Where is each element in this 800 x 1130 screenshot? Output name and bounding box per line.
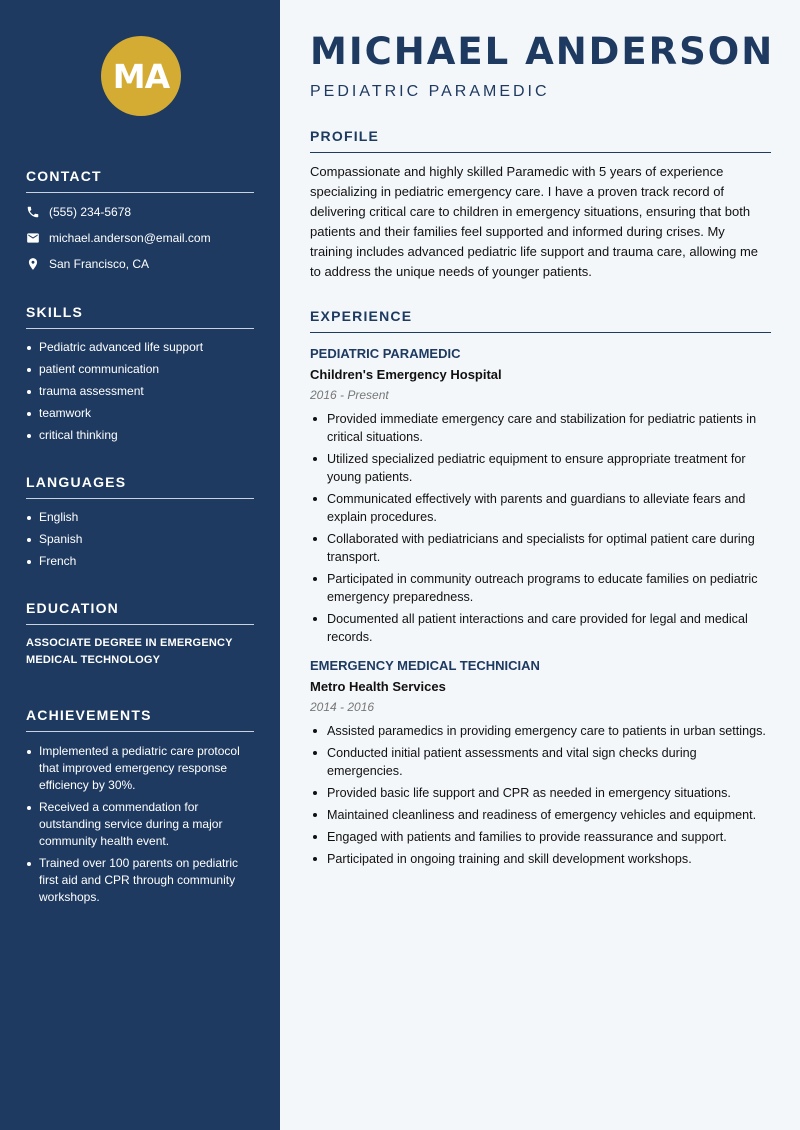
contact-section [26, 168, 254, 277]
languages-section [26, 474, 254, 575]
skill-item: trauma assessment [26, 383, 254, 400]
job-role: EMERGENCY MEDICAL TECHNICIAN [310, 658, 540, 673]
location-pin-icon [26, 257, 40, 271]
job-bullets [310, 410, 771, 646]
education-degree: ASSOCIATE DEGREE IN EMERGENCY MEDICAL TECHNOLOGY [26, 637, 233, 666]
job-company: Metro Health Services [310, 679, 446, 694]
languages-list [26, 509, 254, 570]
skills-list [26, 339, 254, 444]
profile-heading: PROFILE [310, 128, 771, 153]
achievement-item: Trained over 100 parents on pediatric first aid and CPR through community workshops. [26, 855, 254, 906]
job-entry [310, 346, 771, 646]
job-dates: 2016 - Present [310, 388, 389, 402]
job-bullet: Participated in community outreach programs to educate families on pediatric emergency preparedness. [310, 570, 771, 606]
language-item: Spanish [26, 531, 254, 548]
languages-heading: LANGUAGES [26, 474, 254, 499]
job-bullet: Participated in ongoing training and skill development workshops. [310, 850, 771, 868]
job-company: Children's Emergency Hospital [310, 367, 502, 382]
job-bullets [310, 722, 771, 868]
education-heading: EDUCATION [26, 600, 254, 625]
skill-item: Pediatric advanced life support [26, 339, 254, 356]
skills-heading: SKILLS [26, 304, 254, 329]
experience-heading: EXPERIENCE [310, 308, 771, 333]
skills-section [26, 304, 254, 449]
phone-icon [26, 205, 40, 219]
achievements-list [26, 743, 254, 906]
achievement-item: Received a commendation for outstanding service during a major community health event. [26, 799, 254, 850]
job-bullet: Provided immediate emergency care and stabilization for pediatric patients in critical situations. [310, 410, 771, 446]
sidebar [0, 0, 280, 1130]
contact-email [26, 225, 254, 251]
profile-section [310, 128, 771, 282]
job-bullet: Conducted initial patient assessments and vital sign checks during emergencies. [310, 744, 771, 780]
skill-item: critical thinking [26, 427, 254, 444]
avatar-initials: MA [112, 56, 170, 96]
job-bullet: Maintained cleanliness and readiness of emergency vehicles and equipment. [310, 806, 771, 824]
job-bullet: Communicated effectively with parents and guardians to alleviate fears and explain procedures. [310, 490, 771, 526]
contact-phone [26, 199, 254, 225]
phone-text: (555) 234-5678 [49, 205, 132, 219]
contact-heading: CONTACT [26, 168, 254, 193]
job-bullet: Collaborated with pediatricians and specialists for optimal patient care during transport. [310, 530, 771, 566]
achievement-item: Implemented a pediatric care protocol that improved emergency response efficiency by 30%. [26, 743, 254, 794]
candidate-name: MICHAEL ANDERSON [310, 30, 775, 73]
job-bullet: Assisted paramedics in providing emergency care to patients in urban settings. [310, 722, 771, 740]
avatar [101, 36, 181, 116]
achievements-section [26, 707, 254, 911]
achievements-heading: ACHIEVEMENTS [26, 707, 254, 732]
job-dates: 2014 - 2016 [310, 700, 375, 714]
contact-location [26, 251, 254, 277]
job-entry [310, 658, 771, 868]
experience-section [310, 308, 771, 872]
skill-item: teamwork [26, 405, 254, 422]
language-item: English [26, 509, 254, 526]
location-text: San Francisco, CA [49, 257, 150, 271]
email-icon [26, 231, 40, 245]
job-bullet: Documented all patient interactions and care provided for legal and medical records. [310, 610, 771, 646]
job-bullet: Provided basic life support and CPR as needed in emergency situations. [310, 784, 771, 802]
profile-text: Compassionate and highly skilled Paramedic with 5 years of experience specializing in pediatric emergency care. I have a proven track record of delivering critical care to children in emergency situations, ensuring that both patients and their families feel supported and informed during crises. My training includes advanced pediatric life support and trauma care, allowing me to address the unique needs of younger patients. [310, 164, 759, 279]
candidate-title: PEDIATRIC PARAMEDIC [310, 83, 550, 100]
email-text[interactable]: michael.anderson@email.com [49, 231, 211, 245]
job-role: PEDIATRIC PARAMEDIC [310, 346, 461, 361]
education-section [26, 600, 254, 669]
job-bullet: Utilized specialized pediatric equipment to ensure appropriate treatment for young patients. [310, 450, 771, 486]
job-bullet: Engaged with patients and families to provide reassurance and support. [310, 828, 771, 846]
language-item: French [26, 553, 254, 570]
skill-item: patient communication [26, 361, 254, 378]
